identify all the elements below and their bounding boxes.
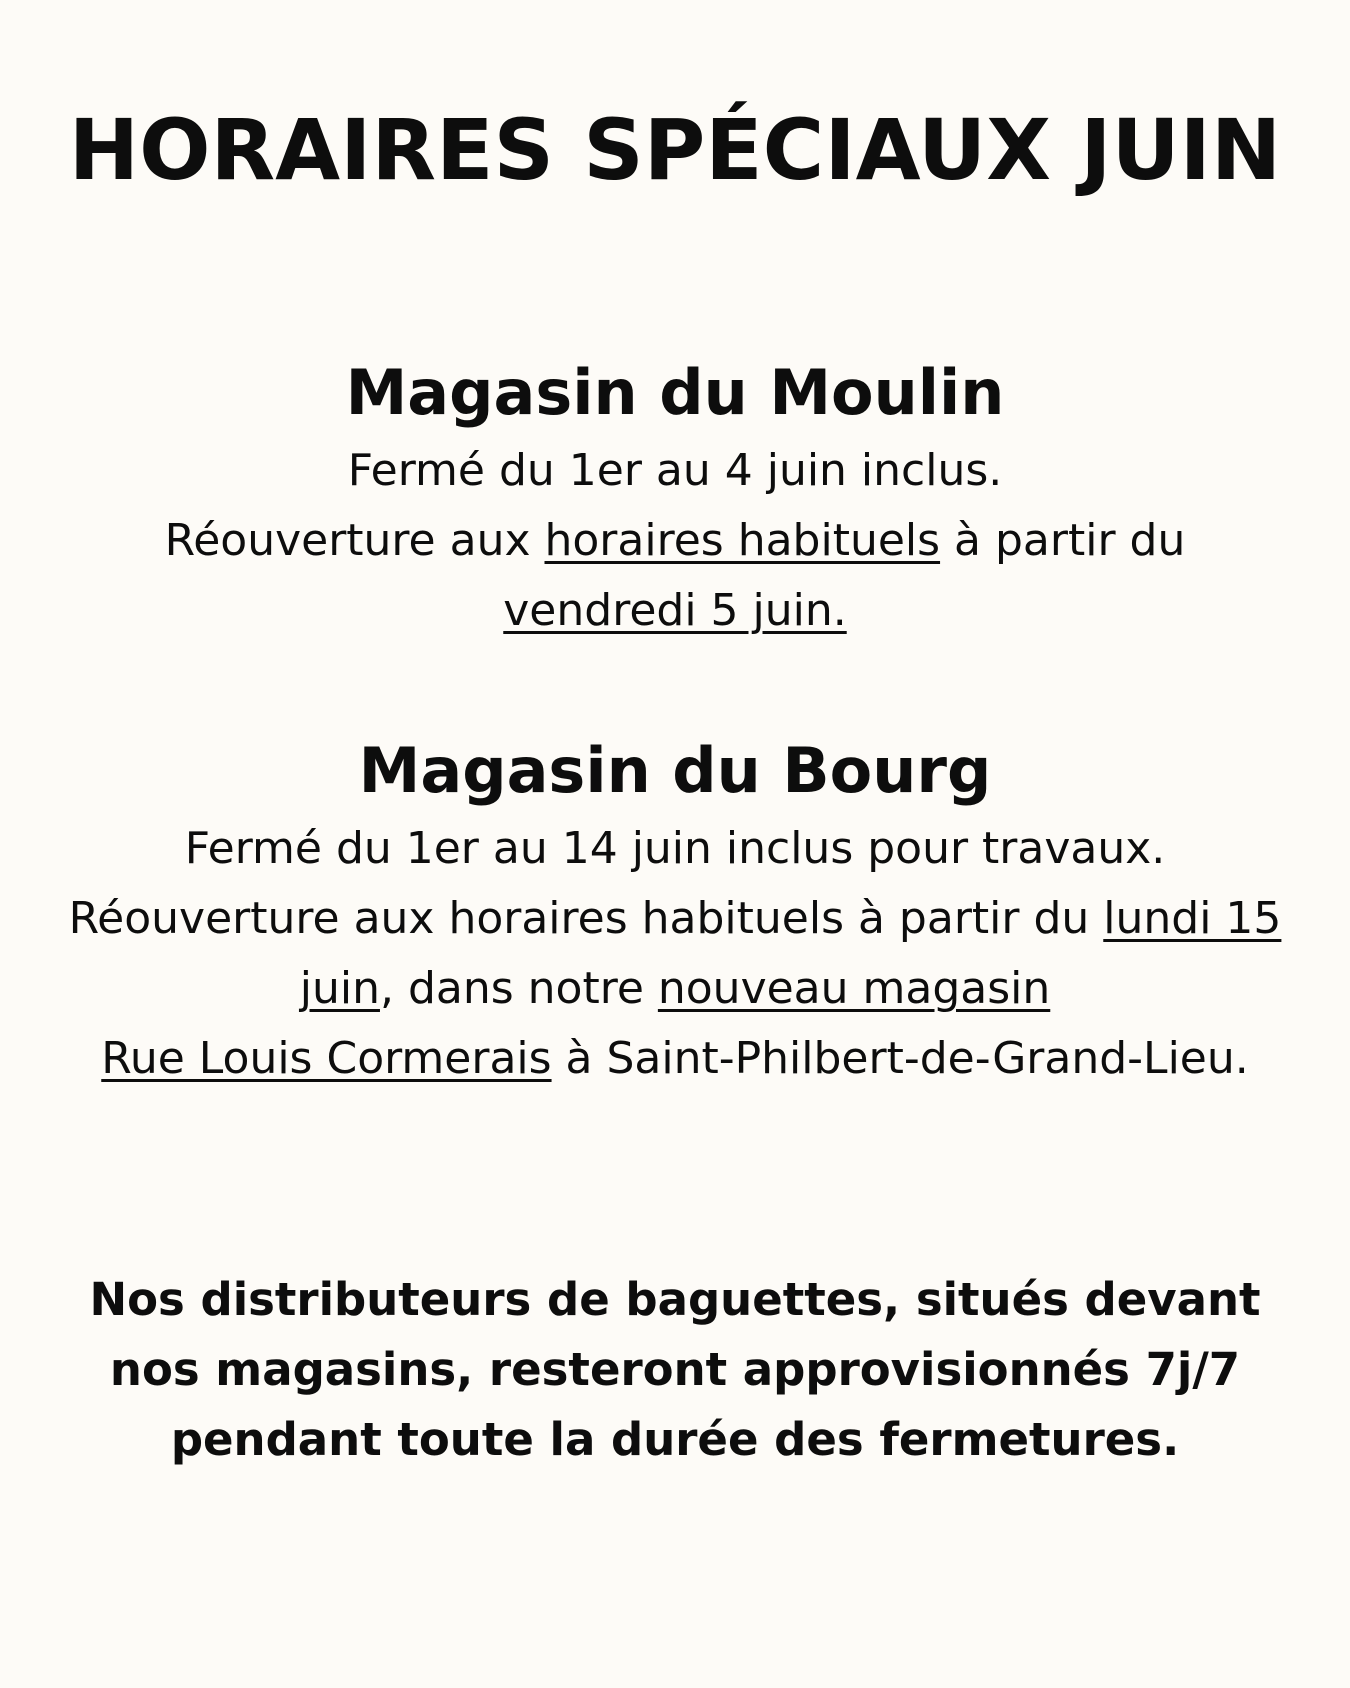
store-bourg-city: à Saint-Philbert-de-Grand-Lieu.: [551, 1033, 1249, 1084]
store-moulin-name: Magasin du Moulin: [345, 356, 1005, 429]
store-moulin-reopen-prefix: Réouverture aux: [164, 515, 545, 566]
store-moulin-section: [40, 350, 1310, 646]
store-moulin-closed: Fermé du 1er au 4 juin inclus.: [347, 445, 1003, 496]
distributor-notice: Nos distributeurs de baguettes, situés devant nos magasins, resteront approvisionnés 7j/7 pendant toute la durée des fermetures.: [89, 1273, 1261, 1466]
store-moulin-hours-link: horaires habituels: [544, 515, 941, 566]
store-bourg-name: Magasin du Bourg: [358, 734, 992, 807]
store-bourg-closed: Fermé du 1er au 14 juin inclus pour travaux.: [184, 823, 1166, 874]
store-bourg-reopen: [40, 884, 1310, 1094]
store-bourg-section: [40, 728, 1310, 1094]
store-bourg-new-store: nouveau magasin: [657, 963, 1051, 1014]
store-moulin-reopen-date: vendredi 5 juin.: [503, 585, 847, 636]
store-moulin-reopen-mid: à partir du: [940, 515, 1186, 566]
store-bourg-reopen-mid: , dans notre: [379, 963, 658, 1014]
store-bourg-reopen-prefix: Réouverture aux horaires habituels à partir du: [68, 893, 1104, 944]
store-bourg-reopen-date: lundi 15 juin: [299, 893, 1282, 1014]
page-title: HORAIRES SPÉCIAUX JUIN: [68, 101, 1282, 199]
store-moulin-reopen: [40, 506, 1310, 646]
store-bourg-street: Rue Louis Cormerais: [101, 1033, 552, 1084]
